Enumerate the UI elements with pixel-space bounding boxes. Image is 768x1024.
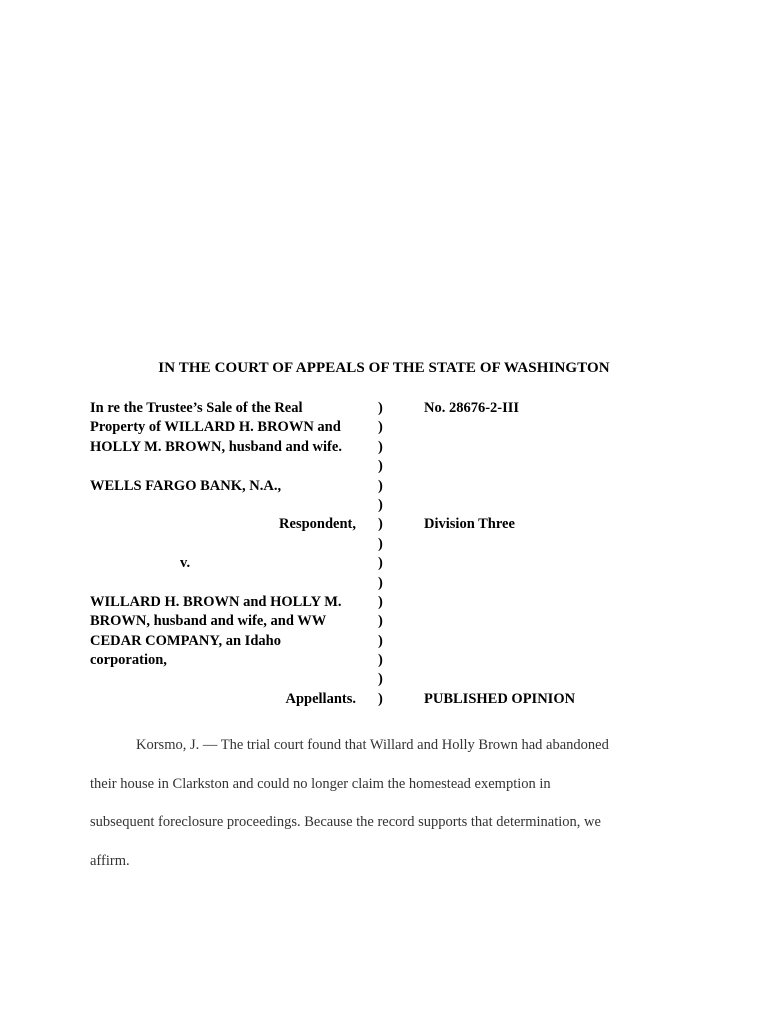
caption-paren: ) bbox=[378, 632, 383, 649]
caption-paren: ) bbox=[378, 652, 383, 669]
caption-party-text: Property of WILLARD H. BROWN and bbox=[90, 419, 341, 436]
caption-row bbox=[0, 477, 768, 496]
caption-row bbox=[0, 593, 768, 612]
caption-row bbox=[0, 438, 768, 457]
caption-row bbox=[0, 457, 768, 476]
appellant-names: BROWN, husband and wife, and WW bbox=[90, 613, 327, 630]
caption-row bbox=[0, 670, 768, 689]
caption-row bbox=[0, 496, 768, 515]
court-title: IN THE COURT OF APPEALS OF THE STATE OF WASHINGTON bbox=[158, 360, 610, 376]
caption-row bbox=[0, 651, 768, 670]
versus-label: v. bbox=[180, 555, 191, 572]
caption-paren: ) bbox=[378, 535, 383, 552]
appellant-names: WILLARD H. BROWN and HOLLY M. bbox=[90, 593, 342, 610]
caption-party-text: In re the Trustee’s Sale of the Real bbox=[90, 400, 303, 416]
caption-paren: ) bbox=[378, 613, 383, 630]
case-caption bbox=[0, 399, 768, 709]
caption-paren: ) bbox=[378, 419, 383, 436]
appellants-label: Appellants. bbox=[285, 690, 356, 707]
caption-paren: ) bbox=[378, 516, 383, 533]
caption-row bbox=[0, 554, 768, 573]
caption-row bbox=[0, 690, 768, 709]
caption-party-text: HOLLY M. BROWN, husband and wife. bbox=[90, 438, 342, 455]
caption-row bbox=[0, 612, 768, 631]
opinion-line: Korsmo, J. — The trial court found that Willard and Holly Brown had abandoned bbox=[136, 737, 609, 753]
caption-paren: ) bbox=[378, 400, 383, 416]
caption-paren: ) bbox=[378, 593, 383, 610]
caption-row bbox=[0, 574, 768, 593]
caption-paren: ) bbox=[378, 477, 383, 494]
caption-paren: ) bbox=[378, 690, 383, 707]
caption-paren: ) bbox=[378, 574, 383, 591]
caption-paren: ) bbox=[378, 438, 383, 455]
appellant-names: corporation, bbox=[90, 652, 167, 669]
caption-row bbox=[0, 535, 768, 554]
respondent-label: Respondent, bbox=[279, 516, 356, 533]
caption-row bbox=[0, 418, 768, 437]
case-number: No. 28676-2-III bbox=[424, 400, 520, 416]
caption-row bbox=[0, 399, 768, 418]
caption-paren: ) bbox=[378, 671, 383, 688]
opinion-paragraph bbox=[90, 726, 690, 881]
opinion-line: subsequent foreclosure proceedings. Because the record supports that determination, we bbox=[90, 814, 601, 831]
caption-row bbox=[0, 515, 768, 534]
caption-paren: ) bbox=[378, 458, 383, 475]
opinion-line: their house in Clarkston and could no longer claim the homestead exemption in bbox=[90, 775, 551, 792]
respondent-name: WELLS FARGO BANK, N.A., bbox=[90, 477, 282, 494]
division: Division Three bbox=[424, 516, 515, 533]
caption-paren: ) bbox=[378, 496, 383, 513]
caption-row bbox=[0, 632, 768, 651]
opinion-line: affirm. bbox=[90, 853, 130, 870]
opinion-type: PUBLISHED OPINION bbox=[424, 690, 576, 707]
appellant-names: CEDAR COMPANY, an Idaho bbox=[90, 632, 281, 649]
caption-paren: ) bbox=[378, 555, 383, 572]
